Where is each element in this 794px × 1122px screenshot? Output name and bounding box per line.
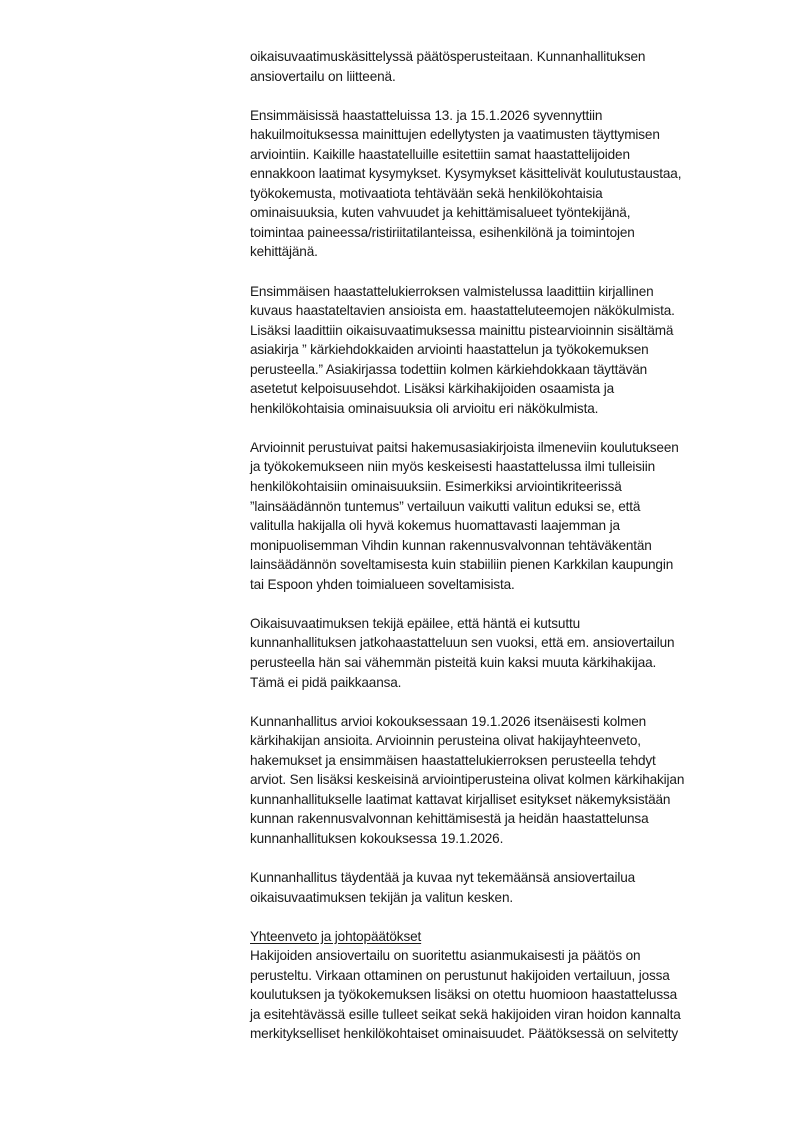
text-line: merkitykselliset henkilökohtaiset ominaisuudet. Päätöksessä on selvitetty (250, 1026, 679, 1042)
text-line: kuvaus haastateltavien ansioista em. haastatteluteemojen näkökulmista. (250, 303, 675, 319)
text-line: perusteella hän sai vähemmän pisteitä kuin kaksi muuta kärkihakijaa. (250, 654, 657, 670)
text-line: kunnanhallituksen kokouksessa 19.1.2026. (250, 830, 504, 846)
text-line: kunnanhallituksen jatkohaastatteluun sen vuoksi, että em. ansiovertailun (250, 635, 675, 651)
text-line: Ensimmäisissä haastatteluissa 13. ja 15.1.2026 syvennyttiin (250, 107, 603, 123)
paragraph (250, 868, 750, 907)
text-line: hakuilmoituksessa mainittujen edellytysten ja vaatimusten täyttymisen (250, 127, 660, 143)
paragraph (250, 282, 750, 419)
document-page (250, 47, 750, 1044)
text-line: valitulla hakijalla oli hyvä kokemus huomattavasti laajemman ja (250, 518, 620, 534)
text-line: perusteltu. Virkaan ottaminen on perustunut hakijoiden vertailuun, jossa (250, 967, 670, 983)
paragraph (250, 106, 750, 262)
text-line: kehittäjänä. (250, 244, 318, 260)
paragraph-spacer (250, 418, 750, 438)
text-line: toimintaa paineessa/ristiriitatilanteissa, esihenkilönä ja toimintojen (250, 224, 635, 240)
text-line: koulutuksen ja työkokemuksen lisäksi on otettu huomioon haastattelussa (250, 987, 678, 1003)
summary-section (250, 927, 750, 1044)
text-line: ja työkokemukseen niin myös keskeisesti haastattelussa ilmi tulleisiin (250, 459, 656, 475)
text-line: oikaisuvaatimuskäsittelyssä päätösperusteitaan. Kunnanhallituksen (250, 49, 646, 64)
text-line: hakemukset ja ensimmäisen haastattelukierroksen perusteella tehdyt (250, 752, 656, 768)
text-line: kunnanhallitukselle laatimat kattavat kirjalliset esitykset näkemyksistään (250, 791, 671, 807)
text-line: Ensimmäisen haastattelukierroksen valmistelussa laadittiin kirjallinen (250, 283, 654, 299)
text-line: asetetut kelpoisuusehdot. Lisäksi kärkihakijoiden osaamista ja (250, 381, 614, 397)
text-line: Kunnanhallitus täydentää ja kuvaa nyt tekemäänsä ansiovertailua (250, 869, 636, 885)
paragraph-spacer (250, 262, 750, 282)
text-line: henkilökohtaisiin ominaisuuksiin. Esimerkiksi arviointikriteerissä (250, 479, 622, 495)
paragraph (250, 712, 750, 849)
text-line: ansiovertailu on liitteenä. (250, 68, 396, 84)
paragraph-spacer (250, 692, 750, 712)
text-line: monipuolisemman Vihdin kunnan rakennusvalvonnan tehtäväkentän (250, 537, 652, 553)
text-line: työkokemusta, motivaatiota tehtävään sekä henkilökohtaisia (250, 185, 603, 201)
paragraph-spacer (250, 907, 750, 927)
paragraph (250, 438, 750, 594)
text-line: arviointiin. Kaikille haastatelluille esitettiin samat haastattelijoiden (250, 146, 630, 162)
text-line: Hakijoiden ansiovertailu on suoritettu asianmukaisesti ja päätös on (250, 948, 641, 964)
text-line: asiakirja ” kärkiehdokkaiden arviointi haastattelun ja työkokemuksen (250, 342, 649, 358)
text-line: ominaisuuksia, kuten vahvuudet ja kehittämisalueet työntekijänä, (250, 205, 631, 221)
text-line: kunnan rakennusvalvonnan kehittämisestä ja heidän haastattelunsa (250, 811, 649, 827)
paragraph (250, 47, 750, 86)
text-line: ennakkoon laatimat kysymykset. Kysymykset käsittelivät koulutustaustaa, (250, 166, 682, 182)
text-line: lainsäädännön soveltamisesta kuin stabiiliin pienen Karkkilan kaupungin (250, 557, 674, 573)
text-line: Tämä ei pidä paikkaansa. (250, 674, 402, 690)
text-line: ja esitehtävässä esille tulleet seikat sekä hakijoiden viran hoidon kannalta (250, 1006, 681, 1022)
text-line: tai Espoon yhden toimialueen soveltamisista. (250, 576, 515, 592)
text-line: Oikaisuvaatimuksen tekijä epäilee, että häntä ei kutsuttu (250, 615, 580, 631)
paragraph (250, 614, 750, 692)
text-line: oikaisuvaatimuksen tekijän ja valitun kesken. (250, 889, 514, 905)
text-line: perusteella.” Asiakirjassa todettiin kolmen kärkiehdokkaan täyttävän (250, 361, 648, 377)
paragraph-spacer (250, 848, 750, 868)
paragraph-spacer (250, 594, 750, 614)
text-line: arviot. Sen lisäksi keskeisinä arviointiperusteina olivat kolmen kärkihakijan (250, 772, 685, 788)
section-heading: Yhteenveto ja johtopäätökset (250, 928, 422, 944)
text-line: Arvioinnit perustuivat paitsi hakemusasiakirjoista ilmeneviin koulutukseen (250, 439, 679, 455)
text-line: Kunnanhallitus arvioi kokouksessaan 19.1.2026 itsenäisesti kolmen (250, 713, 647, 729)
text-line: kärkihakijan ansioita. Arvioinnin perusteina olivat hakijayhteenveto, (250, 733, 641, 749)
text-line: henkilökohtaisia ominaisuuksia oli arvioitu eri näkökulmista. (250, 400, 599, 416)
text-line: Lisäksi laadittiin oikaisuvaatimuksessa mainittu pistearvioinnin sisältämä (250, 322, 674, 338)
paragraph-spacer (250, 86, 750, 106)
text-line: ”lainsäädännön tuntemus” vertailuun vaikutti valitun eduksi se, että (250, 498, 641, 514)
